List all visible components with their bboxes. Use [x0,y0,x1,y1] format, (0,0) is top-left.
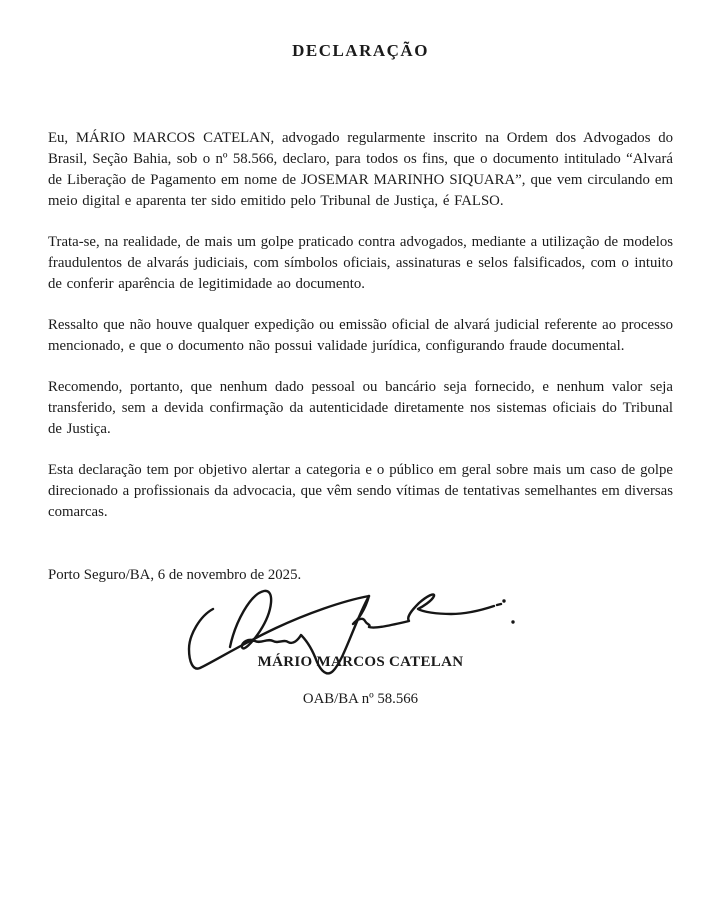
paragraph-intro: Eu, MÁRIO MARCOS CATELAN, advogado regularmente inscrito na Ordem dos Advogados do Brasil, Seção Bahia, sob o nº 58.566, declaro, para todos os fins, que o documento intitulado “Alvará de Liberação de Pagamento em nome de JOSEMAR MARINHO SIQUARA”, que vem circulando em meio digital e aparenta ter sido emitido pelo Tribunal de Justiça, é FALSO. [48,130,673,209]
paragraph-purpose: Esta declaração tem por objetivo alertar a categoria e o público em geral sobre mais um caso de golpe direcionado a profissionais da advocacia, que vêm sendo vítimas de tentativas semelhantes em diversas comarcas. [48,462,673,520]
document-title: DECLARAÇÃO [292,41,429,60]
paragraph-recommendation: Recomendo, portanto, que nenhum dado pessoal ou bancário seja fornecido, e nenhum valor seja transferido, sem a devida confirmação da autenticidade diretamente nos sistemas oficiais do Tribunal de Justiça. [48,379,673,437]
document-body [48,128,673,523]
signatory-registration: OAB/BA nº 58.566 [302,691,419,707]
signature-block [48,586,673,746]
paragraph-no-official-issue: Ressalto que não houve qualquer expedição ou emissão oficial de alvará judicial referente ao processo mencionado, e que o documento não possui validade jurídica, configurando fraude documental. [48,317,673,354]
signatory-name: MÁRIO MARCOS CATELAN [257,654,464,670]
paragraph-scam-description: Trata-se, na realidade, de mais um golpe praticado contra advogados, mediante a utilização de modelos fraudulentos de alvarás judiciais, com símbolos oficiais, assinaturas e selos falsificados, com o intuito de conferir aparência de legitimidade ao documento. [48,234,673,292]
date-place-line: Porto Seguro/BA, 6 de novembro de 2025. [48,567,302,583]
